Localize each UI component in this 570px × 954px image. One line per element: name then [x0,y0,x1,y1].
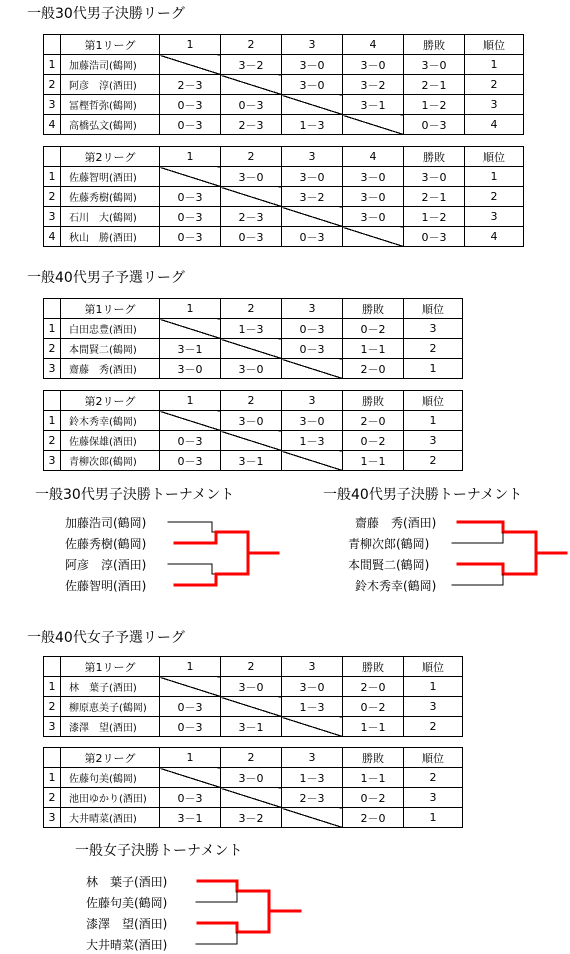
score-cell: 1－3 [282,768,343,788]
row-number: 3 [44,451,61,471]
section-title-m40-tournament: 一般40代男子決勝トーナメント [323,487,523,503]
row-number: 1 [44,677,61,697]
score-cell: 2 [404,451,463,471]
row-number: 3 [44,717,61,737]
row-number: 1 [44,768,61,788]
row-number: 3 [44,808,61,828]
header-cell: 順位 [404,299,463,319]
header-cell: 3 [282,657,343,677]
tournament-entry: 漆澤 望(酒田) [86,917,168,931]
score-cell: 3－0 [221,359,282,379]
score-cell: 2－3 [221,115,282,135]
score-cell: 0－3 [160,227,221,247]
header-cell: 4 [343,35,404,55]
section-title-m30-league: 一般30代男子決勝リーグ [27,6,185,22]
player-name: 冨樫哲弥(鶴岡) [61,95,160,115]
score-cell: 3－2 [282,187,343,207]
header-cell: 2 [221,391,282,411]
score-cell: 1－2 [404,95,465,115]
score-cell: 0－3 [160,207,221,227]
score-cell: 3－0 [343,187,404,207]
header-cell: 順位 [404,748,463,768]
score-cell: 3－0 [221,677,282,697]
score-cell: 3－1 [221,451,282,471]
section-title-m40-prelim: 一般40代男子予選リーグ [27,270,185,286]
row-number: 2 [44,697,61,717]
player-name: 鈴木秀幸(鶴岡) [61,411,160,431]
score-cell: 0－3 [160,788,221,808]
score-cell: 1 [465,55,524,75]
score-cell: 0－3 [221,227,282,247]
section-title-m30-tournament: 一般30代男子決勝トーナメント [35,487,235,503]
score-cell: 3－0 [282,167,343,187]
score-cell: 1－1 [343,768,404,788]
header-cell: 3 [282,748,343,768]
player-name: 佐藤智明(酒田) [61,167,160,187]
header-cell: 順位 [404,391,463,411]
row-number: 1 [44,319,61,339]
player-name: 佐藤句美(鶴岡) [61,768,160,788]
player-name: 加藤浩司(鶴岡) [61,55,160,75]
score-cell: 0－3 [404,115,465,135]
player-name: 齋藤 秀(酒田) [61,359,160,379]
score-cell: 0－3 [160,717,221,737]
player-name: 佐藤保雄(酒田) [61,431,160,451]
row-number: 2 [44,431,61,451]
score-cell: 1－3 [282,115,343,135]
section-title-w40-prelim: 一般40代女子予選リーグ [27,630,185,646]
header-cell: 3 [282,391,343,411]
league-name: 第1リーグ [61,657,160,677]
header-cell: 1 [160,35,221,55]
score-cell: 1 [404,808,463,828]
header-cell: 勝敗 [343,748,404,768]
header-cell: 順位 [465,147,524,167]
row-number: 3 [44,207,61,227]
tournament-entry: 齋藤 秀(酒田) [355,516,437,530]
score-cell: 3－0 [343,207,404,227]
player-name: 秋山 勝(酒田) [61,227,160,247]
header-cell: 3 [282,147,343,167]
player-name: 高橋弘文(鶴岡) [61,115,160,135]
score-cell: 0－3 [160,95,221,115]
score-cell: 3－0 [221,167,282,187]
player-name: 佐藤秀樹(鶴岡) [61,187,160,207]
row-number: 1 [44,55,61,75]
league-name: 第2リーグ [61,147,160,167]
score-cell: 2 [404,339,463,359]
header-cell: 勝敗 [404,35,465,55]
header-cell: 1 [160,657,221,677]
score-cell: 3－0 [221,411,282,431]
score-cell: 0－2 [343,431,404,451]
header-cell: 1 [160,748,221,768]
tournament-entry: 大井晴菜(酒田) [86,938,168,952]
score-cell: 2 [404,768,463,788]
tournament-entry: 林 葉子(酒田) [86,875,168,889]
score-cell: 3－0 [282,55,343,75]
score-cell: 3－0 [282,75,343,95]
tournament-entry: 青柳次郎(鶴岡) [348,537,430,551]
score-cell: 2－3 [282,788,343,808]
score-cell: 1－1 [343,339,404,359]
header-cell: 2 [221,748,282,768]
score-cell: 2－1 [404,75,465,95]
player-name: 阿彦 淳(酒田) [61,75,160,95]
player-name: 漆澤 望(酒田) [61,717,160,737]
player-name: 石川 大(鶴岡) [61,207,160,227]
row-number: 1 [44,167,61,187]
score-cell: 0－2 [343,697,404,717]
score-cell: 3－0 [160,359,221,379]
row-number: 2 [44,788,61,808]
score-cell: 1－1 [343,451,404,471]
score-cell: 3－1 [343,95,404,115]
score-cell: 3－1 [160,808,221,828]
score-cell: 0－3 [282,227,343,247]
score-cell: 2－1 [404,187,465,207]
header-cell: 3 [282,35,343,55]
score-cell: 0－3 [221,95,282,115]
score-cell: 3 [404,788,463,808]
tournament-entry: 阿彦 淳(酒田) [65,558,147,572]
player-name: 池田ゆかり(酒田) [61,788,160,808]
score-cell: 1－3 [221,319,282,339]
header-cell: 勝敗 [343,391,404,411]
header-cell: 2 [221,299,282,319]
score-cell: 0－3 [282,339,343,359]
score-cell: 1－3 [282,697,343,717]
score-cell: 3－0 [404,55,465,75]
score-cell: 3 [404,431,463,451]
row-number: 4 [44,227,61,247]
tournament-entry: 本間賢二(鶴岡) [348,558,430,572]
league-name: 第1リーグ [61,35,160,55]
score-cell: 3－0 [343,55,404,75]
player-name: 青柳次郎(鶴岡) [61,451,160,471]
score-cell: 3 [465,207,524,227]
header-cell: 勝敗 [404,147,465,167]
row-number: 2 [44,339,61,359]
score-cell: 3－0 [282,677,343,697]
player-name: 柳原恵美子(鶴岡) [61,697,160,717]
score-cell: 2－0 [343,411,404,431]
score-cell: 1－1 [343,717,404,737]
score-cell: 2 [404,717,463,737]
score-cell: 2－0 [343,677,404,697]
score-cell: 0－3 [160,115,221,135]
player-name: 大井晴菜(酒田) [61,808,160,828]
tournament-entry: 佐藤句美(鶴岡) [86,896,168,910]
score-cell: 0－3 [160,697,221,717]
header-cell: 2 [221,657,282,677]
score-cell: 3－2 [221,808,282,828]
score-cell: 2－0 [343,359,404,379]
league-name: 第1リーグ [61,299,160,319]
row-number: 3 [44,95,61,115]
score-cell: 1－3 [282,431,343,451]
row-number: 2 [44,75,61,95]
score-cell: 1 [404,359,463,379]
header-cell: 勝敗 [343,657,404,677]
score-cell: 4 [465,227,524,247]
header-cell: 順位 [465,35,524,55]
score-cell: 4 [465,115,524,135]
score-cell: 0－2 [343,788,404,808]
score-cell: 3 [404,697,463,717]
score-cell: 0－3 [160,431,221,451]
score-cell: 3 [465,95,524,115]
header-cell: 勝敗 [343,299,404,319]
player-name: 白田忠豊(酒田) [61,319,160,339]
score-cell: 3－1 [160,339,221,359]
player-name: 林 葉子(酒田) [61,677,160,697]
header-cell: 2 [221,147,282,167]
score-cell: 3－2 [343,75,404,95]
score-cell: 0－3 [404,227,465,247]
header-cell: 1 [160,299,221,319]
score-cell: 3－2 [221,55,282,75]
score-cell: 2 [465,75,524,95]
score-cell: 0－3 [160,451,221,471]
league-name: 第2リーグ [61,391,160,411]
player-name: 本間賢二(鶴岡) [61,339,160,359]
score-cell: 2－3 [221,207,282,227]
header-cell: 順位 [404,657,463,677]
score-cell: 0－3 [282,319,343,339]
score-cell: 0－2 [343,319,404,339]
score-cell: 3－0 [343,167,404,187]
score-cell: 3－0 [404,167,465,187]
header-cell: 4 [343,147,404,167]
row-number: 2 [44,187,61,207]
row-number: 4 [44,115,61,135]
row-number: 3 [44,359,61,379]
tournament-entry: 佐藤智明(酒田) [65,579,147,593]
row-number: 1 [44,411,61,431]
score-cell: 2－3 [160,75,221,95]
header-cell: 1 [160,147,221,167]
score-cell: 2－0 [343,808,404,828]
tournament-entry: 鈴木秀幸(鶴岡) [355,579,437,593]
score-cell: 1 [404,677,463,697]
league-name: 第2リーグ [61,748,160,768]
score-cell: 3－0 [221,768,282,788]
score-cell: 3 [404,319,463,339]
score-cell: 3－0 [282,411,343,431]
header-cell: 1 [160,391,221,411]
section-title-w-tournament: 一般女子決勝トーナメント [75,843,243,859]
header-cell: 2 [221,35,282,55]
score-cell: 1 [404,411,463,431]
header-cell: 3 [282,299,343,319]
score-cell: 3－1 [221,717,282,737]
score-cell: 0－3 [160,187,221,207]
score-cell: 2 [465,187,524,207]
score-cell: 1 [465,167,524,187]
score-cell: 1－2 [404,207,465,227]
tournament-entry: 加藤浩司(鶴岡) [65,516,147,530]
tournament-entry: 佐藤秀樹(鶴岡) [65,537,147,551]
